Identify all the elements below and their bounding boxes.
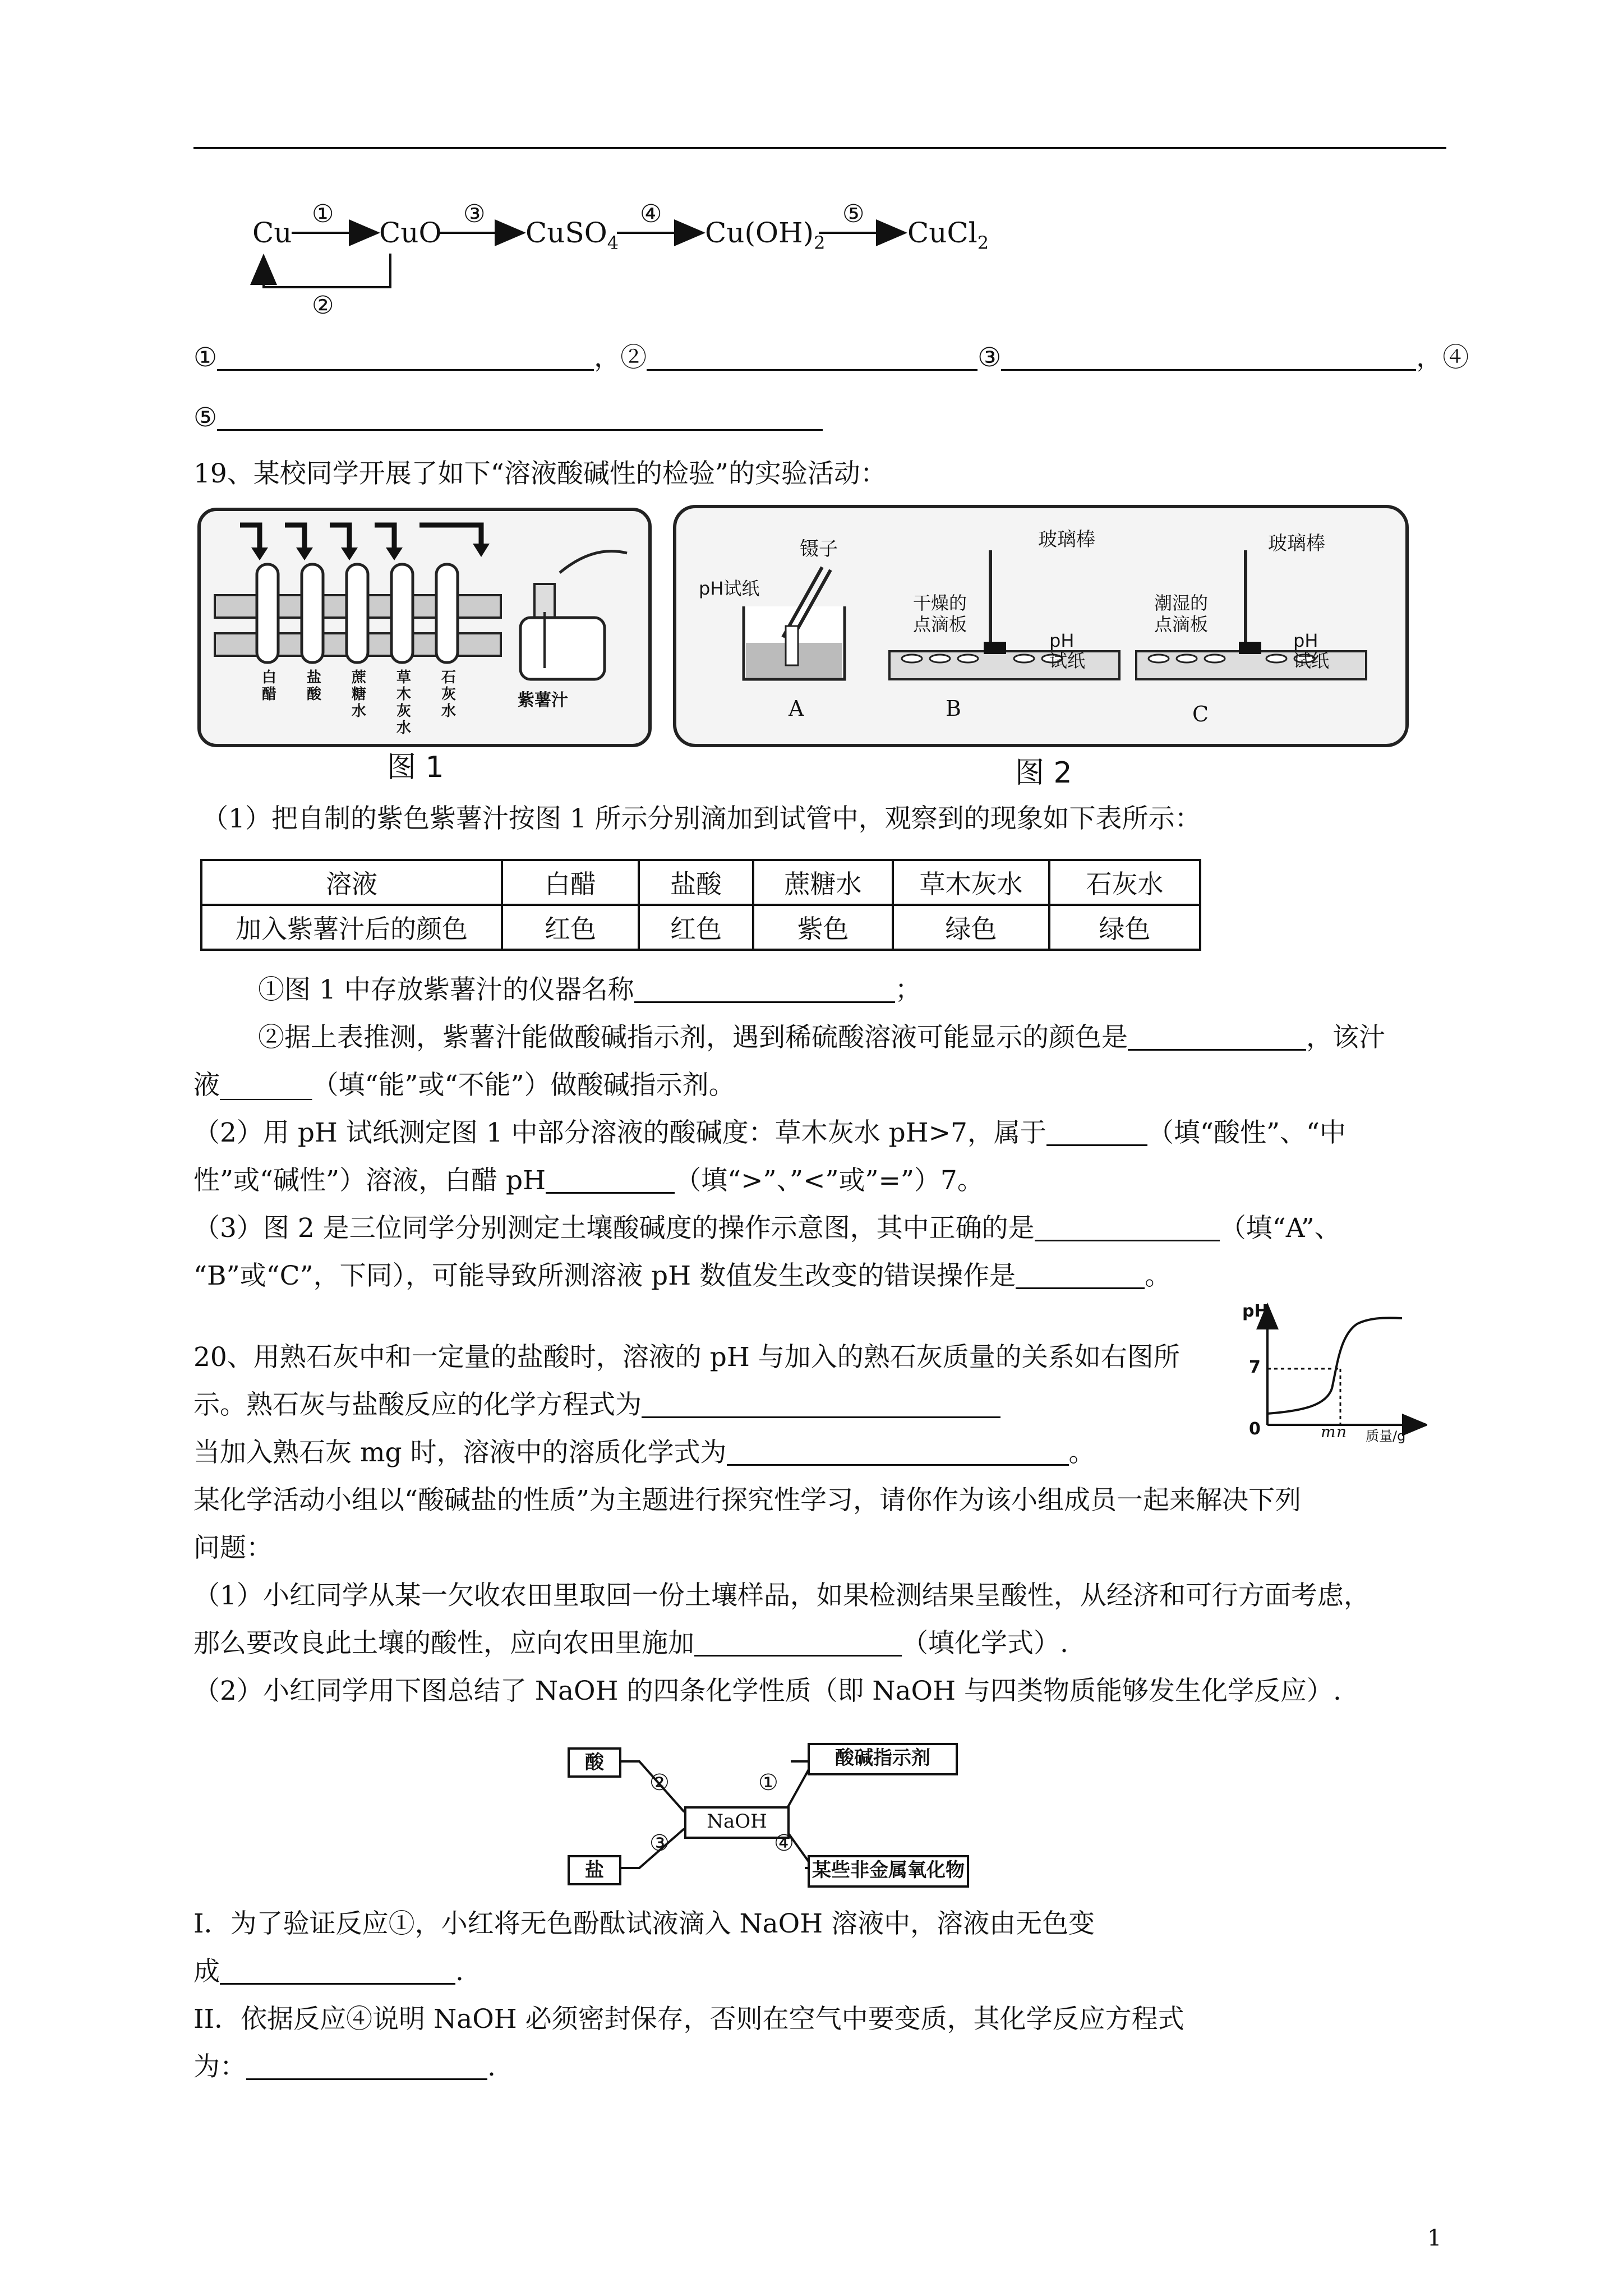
table-row: [201, 905, 1200, 950]
table-cell: 溶液: [201, 860, 502, 905]
diagram-c2: ②: [649, 1770, 670, 1796]
figure-1-caption: 图 1: [387, 751, 444, 784]
ph-graph-drawing: [1242, 1290, 1427, 1442]
q20-line-1: 20、用熟石灰中和一定量的盐酸时，溶液的 pH 与加入的熟石灰质量的关系如右图所: [193, 1342, 1180, 1373]
diagram-c4: ④: [774, 1830, 794, 1856]
q20-line-4: 某化学活动小组以“酸碱盐的性质”为主题进行探究性学习，请你作为该小组成员一起来解决下列: [193, 1485, 1302, 1516]
graph-m: m: [1321, 1423, 1336, 1441]
q19-sub2-cont: 液_______（填“能”或“不能”）做酸碱指示剂。: [193, 1070, 735, 1101]
scheme-n4: ④: [640, 200, 662, 228]
tube-label-4: 草木灰水: [396, 669, 411, 737]
scheme-cu: Cu: [252, 217, 292, 249]
diagram-c3: ③: [649, 1830, 670, 1856]
scheme-cucl2: CuCl$_2$: [907, 217, 989, 254]
scheme-cuo: CuO: [379, 217, 442, 249]
scheme-n3: ③: [463, 200, 486, 228]
fig2-ph-c-label: pH 试纸: [1293, 630, 1330, 671]
table-cell: 石灰水: [1049, 860, 1200, 905]
q20-line-11: II．依据反应④说明 NaOH 必须密封保存，否则在空气中要变质，其化学反应方程式: [193, 2004, 1184, 2035]
table-cell: 加入紫薯汁后的颜色: [201, 905, 502, 950]
fig2-tweezers-label: 镊子: [800, 538, 838, 560]
q19-part3-cont: “B”或“C”，下同），可能导致所测溶液 pH 数值发生改变的错误操作是 。: [193, 1260, 1172, 1291]
bottle-label: 紫薯汁: [518, 691, 568, 710]
table-cell: 红色: [639, 905, 753, 950]
q19-part1: （1）把自制的紫色紫薯汁按图 1 所示分别滴加到试管中，观察到的现象如下表所示：: [202, 803, 1201, 834]
tube-label-3: 蔗糖水: [351, 669, 366, 720]
fig2-wet-plate-label: 潮湿的 点滴板: [1154, 592, 1208, 635]
q20-line-10: 成 .: [193, 1956, 464, 1987]
tube-label-1: 白醋: [261, 669, 276, 703]
q19-sub2: ②据上表推测，紫薯汁能做酸碱指示剂，遇到稀硫酸溶液可能显示的颜色是 ，该汁: [258, 1022, 1385, 1053]
blanks-line-2: ⑤: [193, 401, 823, 435]
table-cell: 红色: [502, 905, 639, 950]
diagram-indicator-box: 酸碱指示剂: [808, 1743, 958, 1775]
fig2-label-c: C: [1192, 702, 1209, 726]
q20-line-8: （2）小红同学用下图总结了 NaOH 的四条化学性质（即 NaOH 与四类物质能够发生化学反应）.: [193, 1676, 1341, 1706]
table-cell: 盐酸: [639, 860, 753, 905]
scheme-n1: ①: [312, 200, 334, 228]
scheme-cuso4: CuSO$_4$: [525, 217, 619, 254]
table-cell: 白醋: [502, 860, 639, 905]
tube-label-2: 盐酸: [306, 669, 321, 703]
scheme-cuoh2: $Cu(OH)_2$: [705, 217, 826, 254]
graph-xlabel: 质量/g: [1366, 1428, 1406, 1444]
graph-n: n: [1336, 1423, 1347, 1441]
scheme-arrows: [247, 191, 920, 320]
diagram-salt-box: 盐: [568, 1855, 621, 1885]
page-number: 1: [1427, 2225, 1442, 2251]
table-cell: 草木灰水: [893, 860, 1049, 905]
q20-line-6: （1）小红同学从某一欠收农田里取回一份土壤样品，如果检测结果呈酸性，从经济和可行方面考虑，: [193, 1580, 1370, 1611]
q19-part2-cont: 性”或“碱性”）溶液，白醋 pH （填“>”、”<”或”=”）7。: [193, 1165, 984, 1196]
scheme-n2: ②: [312, 291, 334, 320]
q19-part2: （2）用 pH 试纸测定图 1 中部分溶液的酸碱度：草木灰水 pH>7，属于 （填“酸性”、“中: [193, 1117, 1347, 1148]
scheme-n5: ⑤: [842, 200, 865, 228]
fig2-label-a: A: [789, 696, 804, 721]
naoh-diagram: [566, 1731, 970, 1893]
q19-part3: （3）图 2 是三位同学分别测定土壤酸碱度的操作示意图，其中正确的是 （填“A”、: [193, 1213, 1341, 1244]
fig2-rod-c-label: 玻璃棒: [1268, 532, 1325, 555]
figure-2: [673, 505, 1409, 747]
fig2-rod-b-label: 玻璃棒: [1038, 528, 1095, 551]
graph-origin: 0: [1249, 1419, 1261, 1439]
figure-2-caption: 图 2: [1015, 756, 1072, 790]
fig2-label-b: B: [946, 696, 961, 721]
table-cell: 绿色: [1049, 905, 1200, 950]
graph-ylabel: pH: [1242, 1301, 1269, 1321]
diagram-acid-box: 酸: [568, 1747, 621, 1778]
fig2-ph-paper-label: pH试纸: [699, 578, 760, 599]
blanks-line-1: ① ，② ③ ，④: [193, 342, 1469, 373]
color-table: [200, 859, 1201, 951]
q19-sub1: ①图 1 中存放紫薯汁的仪器名称 ；: [258, 974, 921, 1005]
tube-label-5: 石灰水: [441, 669, 456, 720]
q20-line-12: 为： .: [193, 2051, 496, 2082]
graph-y7: 7: [1249, 1358, 1261, 1377]
table-cell: 紫色: [753, 905, 893, 950]
q20-line-7: 那么要改良此土壤的酸性，应向农田里施加 （填化学式）.: [193, 1628, 1068, 1659]
q19-title: 19、某校同学开展了如下“溶液酸碱性的检验”的实验活动：: [193, 458, 887, 489]
header-rule: [193, 147, 1446, 149]
table-cell: 蔗糖水: [753, 860, 893, 905]
table-row: [201, 860, 1200, 905]
q20-line-2: 示。熟石灰与盐酸反应的化学方程式为: [193, 1388, 1000, 1422]
table-cell: 绿色: [893, 905, 1049, 950]
diagram-naoh-box: NaOH: [684, 1806, 790, 1839]
figure-1: [197, 508, 652, 747]
q20-line-9: I．为了验证反应①，小红将无色酚酞试液滴入 NaOH 溶液中，溶液由无色变: [193, 1908, 1095, 1939]
figure-1-drawing: [201, 511, 648, 744]
q20-line-5: 问题：: [193, 1533, 273, 1563]
fig2-ph-b-label: pH 试纸: [1049, 630, 1086, 671]
fig2-dry-plate-label: 干燥的 点滴板: [912, 592, 967, 635]
diagram-c1: ①: [758, 1770, 778, 1796]
q20-line-3: 当加入熟石灰 mg 时，溶液中的溶质化学式为 。: [193, 1437, 1095, 1468]
diagram-oxide-box: 某些非金属氧化物: [808, 1855, 969, 1888]
ph-graph: [1242, 1290, 1427, 1442]
